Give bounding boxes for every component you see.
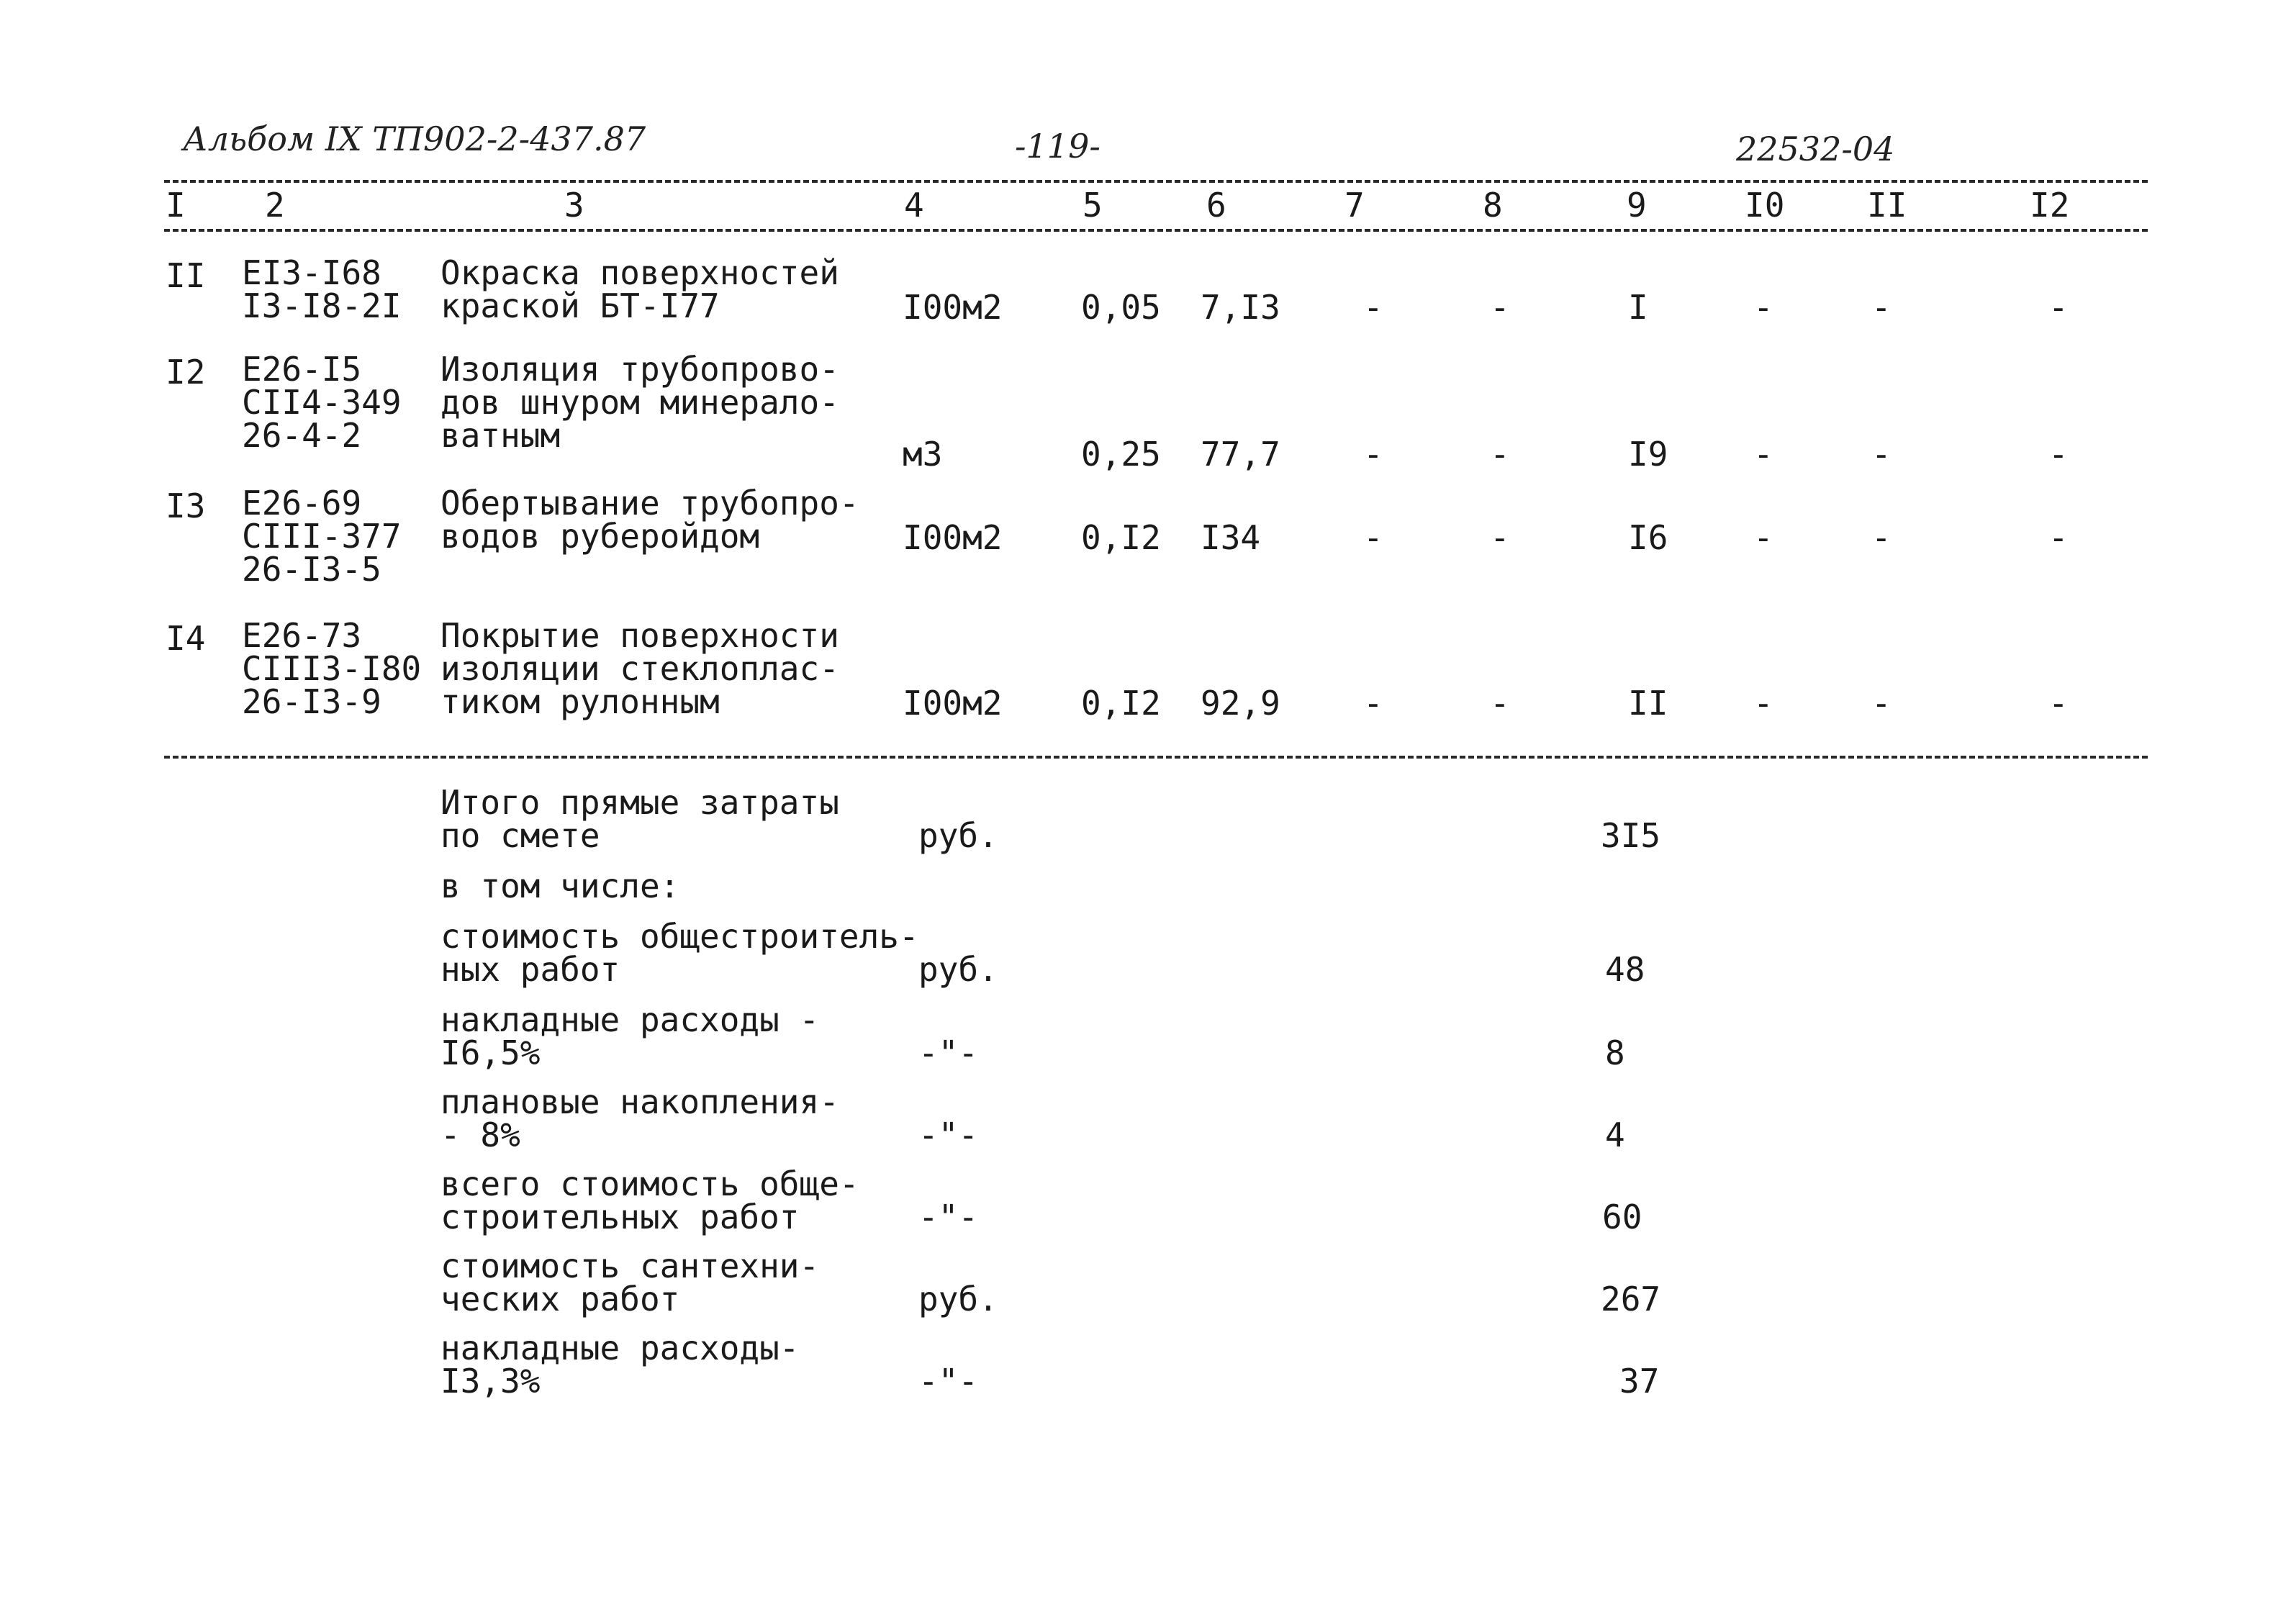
summary-unit: руб. [918, 1280, 998, 1318]
unit-price: 77,7 [1201, 435, 1280, 474]
summary-unit: руб. [918, 816, 998, 855]
column-number-7: 7 [1344, 186, 1365, 225]
summary-value: 8 [1605, 1033, 1625, 1072]
column-11-value: - [1871, 288, 1892, 327]
unit: м3 [903, 435, 943, 474]
quantity: 0,I2 [1081, 684, 1161, 723]
summary-description: накладные расходы- I3,3% [440, 1329, 800, 1401]
column-12-value: - [2048, 288, 2069, 327]
summary-unit: -"- [918, 1033, 979, 1072]
rate-code: E26-I5 CII4-349 26-4-2 [242, 350, 402, 455]
header-top-rule [164, 180, 2148, 183]
column-number-3: 3 [564, 186, 584, 225]
column-8-value: - [1490, 684, 1510, 723]
unit-price: 7,I3 [1201, 288, 1280, 327]
column-number-11: II [1867, 186, 1907, 225]
column-number-1: I [166, 186, 186, 225]
column-12-value: - [2048, 684, 2069, 723]
column-8-value: - [1490, 288, 1510, 327]
column-number-2: 2 [265, 186, 285, 225]
summary-description: в том числе: [440, 867, 680, 905]
summary-description: плановые накопления- - 8% [440, 1082, 839, 1154]
column-8-value: - [1490, 435, 1510, 474]
column-number-10: I0 [1745, 186, 1785, 225]
quantity: 0,05 [1081, 288, 1161, 327]
column-number-12: I2 [2030, 186, 2070, 225]
summary-description: стоимость сантехни- ческих работ [440, 1247, 820, 1318]
summary-value: 4 [1605, 1116, 1625, 1154]
document-code: 22532-04 [1736, 130, 1895, 168]
header-bottom-rule [164, 229, 2148, 232]
unit: I00м2 [903, 288, 1003, 327]
unit: I00м2 [903, 518, 1003, 557]
rate-code: EI3-I68 I3-I8-2I [242, 253, 402, 325]
work-description: Изоляция трубопрово- дов шнуром минерало- ватным [440, 350, 839, 455]
totals-rule [164, 756, 2148, 759]
row-number: I4 [166, 619, 206, 658]
row-number: II [166, 256, 206, 295]
quantity: 0,25 [1081, 435, 1161, 474]
column-8-value: - [1490, 518, 1510, 557]
column-number-9: 9 [1627, 186, 1647, 225]
column-9-value: I6 [1628, 518, 1668, 557]
column-11-value: - [1871, 684, 1892, 723]
summary-value: 3I5 [1601, 816, 1661, 855]
column-12-value: - [2048, 435, 2069, 474]
column-number-8: 8 [1483, 186, 1503, 225]
column-10-value: - [1753, 518, 1773, 557]
quantity: 0,I2 [1081, 518, 1161, 557]
column-11-value: - [1871, 435, 1892, 474]
unit-price: 92,9 [1201, 684, 1280, 723]
rate-code: E26-69 CIII-377 26-I3-5 [242, 484, 402, 589]
row-number: I3 [166, 487, 206, 525]
album-reference: Альбом IX ТП902-2-437.87 [183, 119, 646, 158]
column-9-value: II [1628, 684, 1668, 723]
summary-value: 48 [1605, 950, 1645, 989]
work-description: Обертывание трубопро- водов руберойдом [440, 484, 859, 556]
unit: I00м2 [903, 684, 1003, 723]
column-number-4: 4 [904, 186, 924, 225]
row-number: I2 [166, 353, 206, 392]
column-number-6: 6 [1206, 186, 1226, 225]
work-description: Окраска поверхностей краской БТ-I77 [440, 253, 839, 325]
column-12-value: - [2048, 518, 2069, 557]
column-9-value: I [1628, 288, 1648, 327]
column-7-value: - [1363, 288, 1383, 327]
column-7-value: - [1363, 518, 1383, 557]
summary-unit: -"- [918, 1198, 979, 1236]
summary-unit: -"- [918, 1116, 979, 1154]
column-number-5: 5 [1083, 186, 1103, 225]
column-7-value: - [1363, 684, 1383, 723]
column-7-value: - [1363, 435, 1383, 474]
summary-description: стоимость общестроитель- ных работ [440, 917, 919, 989]
summary-value: 37 [1619, 1362, 1660, 1401]
summary-unit: -"- [918, 1362, 979, 1401]
rate-code: E26-73 CIII3-I80 26-I3-9 [242, 616, 422, 721]
column-11-value: - [1871, 518, 1892, 557]
summary-description: Итого прямые затраты по смете [440, 783, 839, 855]
unit-price: I34 [1201, 518, 1261, 557]
summary-value: 267 [1601, 1280, 1661, 1318]
column-10-value: - [1753, 435, 1773, 474]
summary-unit: руб. [918, 950, 998, 989]
page-number: -119- [1015, 127, 1100, 166]
summary-description: накладные расходы - I6,5% [440, 1000, 820, 1072]
work-description: Покрытие поверхности изоляции стеклоплас- тиком рулонным [440, 616, 839, 721]
column-10-value: - [1753, 288, 1773, 327]
column-9-value: I9 [1628, 435, 1668, 474]
column-10-value: - [1753, 684, 1773, 723]
summary-description: всего стоимость обще- строительных работ [440, 1164, 859, 1236]
summary-value: 60 [1602, 1198, 1642, 1236]
